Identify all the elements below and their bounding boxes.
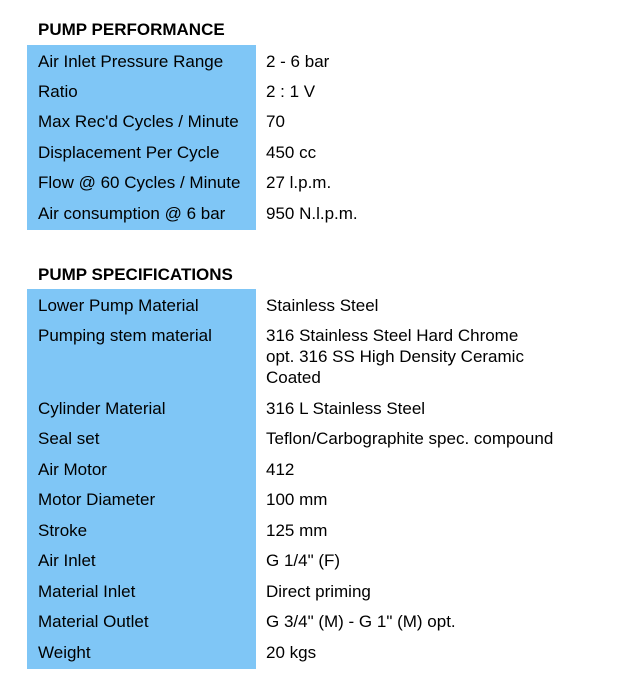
table-row [27, 76, 617, 107]
table-row [27, 167, 617, 198]
table-row [27, 45, 617, 76]
pump-specifications-section [27, 265, 617, 662]
row-label: Weight [27, 637, 256, 669]
table-row [27, 545, 617, 576]
row-value [256, 320, 617, 393]
row-label: Air consumption @ 6 bar [27, 198, 256, 230]
table-row [27, 606, 617, 637]
row-label: Air Motor [27, 454, 256, 485]
performance-table [27, 45, 617, 230]
row-value-line: Coated [266, 367, 321, 387]
row-value: Teflon/Carbographite spec. compound [266, 429, 554, 448]
row-value: 100 mm [266, 490, 328, 509]
row-value: 2 - 6 bar [266, 52, 330, 71]
row-value: 70 [266, 112, 285, 131]
specifications-table [27, 289, 617, 669]
row-label: Displacement Per Cycle [27, 137, 256, 168]
table-row [27, 423, 617, 454]
row-value-line: opt. 316 SS High Density Ceramic [266, 346, 524, 366]
row-value: 125 mm [266, 520, 328, 540]
row-value-line: 316 Stainless Steel Hard Chrome [266, 325, 519, 345]
row-label: Air Inlet [27, 545, 256, 576]
row-value: 27 l.p.m. [266, 173, 332, 192]
table-row [27, 393, 617, 424]
table-row [27, 637, 617, 669]
table-row [27, 137, 617, 168]
row-label: Motor Diameter [27, 484, 256, 515]
table-row [27, 484, 617, 515]
row-value: Stainless Steel [266, 296, 379, 315]
row-label: Material Inlet [27, 576, 256, 607]
row-label: Stroke [27, 515, 256, 546]
row-label: Seal set [27, 423, 256, 454]
row-label: Cylinder Material [27, 393, 256, 424]
row-value: 450 cc [266, 142, 317, 162]
row-label: Air Inlet Pressure Range [27, 45, 256, 76]
table-row [27, 515, 617, 546]
table-row [27, 320, 617, 393]
section-title: PUMP SPECIFICATIONS [38, 265, 233, 284]
row-label: Lower Pump Material [27, 289, 256, 320]
row-value: 316 L Stainless Steel [266, 398, 426, 418]
row-label: Max Rec'd Cycles / Minute [27, 106, 256, 137]
row-value: G 1/4" (F) [266, 551, 341, 570]
section-title: PUMP PERFORMANCE [38, 20, 225, 39]
table-row [27, 576, 617, 607]
row-label: Material Outlet [27, 606, 256, 637]
table-row [27, 106, 617, 137]
row-value: 20 kgs [266, 642, 317, 662]
row-label: Flow @ 60 Cycles / Minute [27, 167, 256, 198]
table-row [27, 289, 617, 320]
row-value: 950 N.l.p.m. [266, 203, 358, 223]
table-row [27, 454, 617, 485]
row-value: G 3/4" (M) - G 1" (M) opt. [266, 612, 456, 631]
table-row [27, 198, 617, 230]
row-label: Ratio [27, 76, 256, 107]
row-value: 2 : 1 V [266, 81, 316, 101]
row-value: Direct priming [266, 581, 371, 601]
row-value: 412 [266, 459, 295, 479]
pump-performance-section [27, 20, 617, 223]
row-label: Pumping stem material [27, 320, 256, 393]
